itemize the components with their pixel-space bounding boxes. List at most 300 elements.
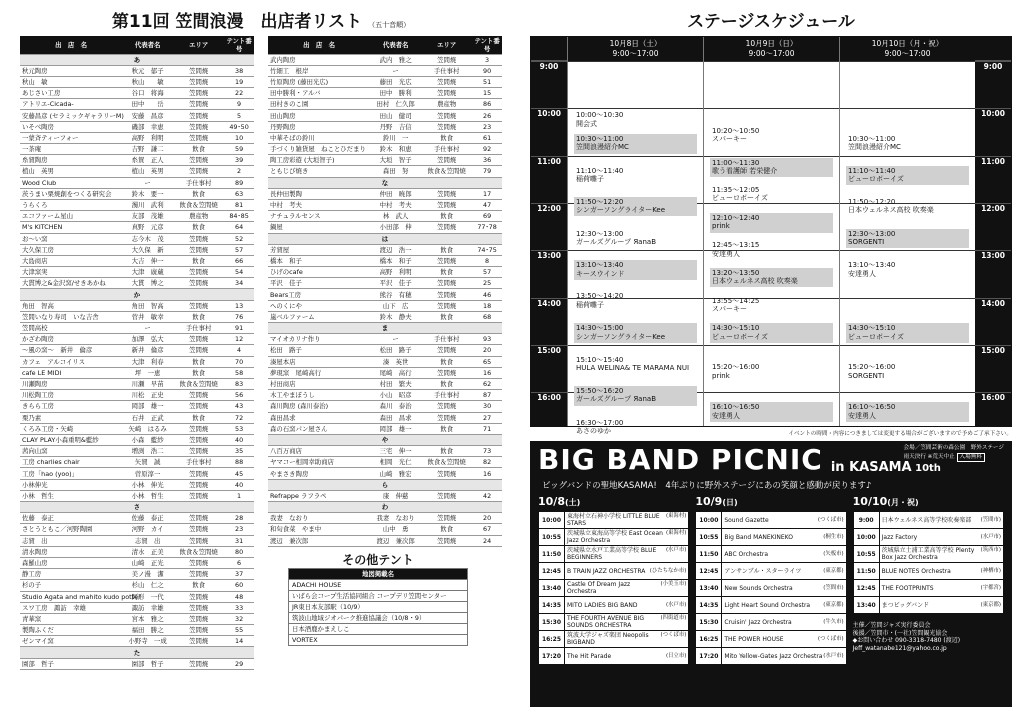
big-band-day	[853, 495, 1004, 665]
performer-row	[853, 580, 1003, 597]
shop-name: Refrappe ラフラペ	[268, 490, 370, 501]
representative: 田山 健司	[370, 110, 421, 121]
header-rep: 代表者名	[370, 36, 421, 54]
schedule-event	[574, 260, 697, 280]
section-row	[268, 479, 502, 490]
schedule-event	[710, 296, 833, 316]
performer-name: Sound Gazette	[724, 516, 769, 524]
area: 飲食	[173, 412, 224, 423]
shop-name: 大島商店	[20, 255, 122, 266]
time-label: 16:00	[981, 393, 1005, 403]
performer-row	[539, 648, 689, 665]
area: 飲食＆笠間焼	[173, 546, 224, 557]
table-row	[20, 222, 254, 233]
section-label: や	[268, 434, 502, 445]
shop-name: cafe LE MIDI	[20, 367, 122, 378]
shop-name: ともじび焼き	[268, 166, 370, 177]
representative: 大津 廣蔵	[122, 267, 173, 278]
tent-number: 70	[224, 356, 254, 367]
shop-name: 志賀 出	[20, 535, 122, 546]
tent-number: 82	[472, 457, 502, 468]
event-name: ビューロボーイズ	[712, 332, 768, 341]
area: 笠間焼	[421, 121, 472, 132]
performer-area: (つくば市)	[817, 516, 844, 523]
event-time: 15:10〜15:40	[576, 355, 624, 364]
tent-number: 30	[472, 401, 502, 412]
performer-table	[695, 511, 846, 665]
area: 飲食＆笠間焼	[173, 378, 224, 389]
table-row	[20, 490, 254, 501]
section-label: わ	[268, 502, 502, 513]
performer-time: 16:25	[539, 631, 565, 648]
table-row	[268, 76, 502, 87]
shop-name: 工房「hao (yoo)」	[20, 468, 122, 479]
representative: ー	[122, 323, 173, 334]
tent-number: 14	[224, 636, 254, 647]
event-time: 12:30〜13:00	[848, 229, 896, 238]
tent-number: 62	[472, 378, 502, 389]
area: 笠間焼	[173, 591, 224, 602]
time-label: 12:00	[981, 203, 1005, 213]
representative: 岡部 雄一	[370, 423, 421, 434]
organizer-line: ◆お問い合わせ 090-3318-7480 (渡辺)	[852, 637, 961, 644]
representative: 福田 勝之	[122, 625, 173, 636]
table-row	[20, 300, 254, 311]
shop-name: 我妻 なおり	[268, 513, 370, 524]
section-label: か	[20, 289, 254, 300]
hour-line	[531, 61, 567, 62]
table-row	[289, 612, 468, 623]
representative: 康 伸慈	[370, 490, 421, 501]
schedule-note: イベントの時間・内容につきましては変更する場合がございますので予めご了承下さい。	[788, 431, 1012, 437]
event-name: 安達勇人	[848, 269, 876, 278]
performer-area: (水戸市)	[823, 652, 844, 659]
schedule-event	[574, 418, 697, 438]
tent-number: 63	[224, 188, 254, 199]
performer-time: 10:00	[853, 529, 879, 546]
performer-time: 12:45	[853, 580, 879, 597]
representative: 森川 泰治	[370, 401, 421, 412]
table-row	[268, 367, 502, 378]
table-row	[268, 390, 502, 401]
table-row	[268, 289, 502, 300]
performer-row	[539, 631, 689, 648]
header-tent: テント番号	[224, 36, 254, 54]
area: 笠間焼	[173, 423, 224, 434]
shop-name: M's KITCHEN	[20, 222, 122, 233]
tent-number: 61	[472, 132, 502, 143]
day-oct-10	[839, 37, 975, 426]
hour-line	[840, 298, 975, 299]
shop-name: 大貫博之&金沢窯/せきあかね	[20, 278, 122, 289]
performer-name: Big Band MANEKINEKO	[724, 533, 794, 541]
performer-cell	[879, 563, 1003, 580]
event-time: 16:10〜16:50	[712, 403, 760, 412]
tent-number: 65	[472, 356, 502, 367]
tent-number: 88	[224, 457, 254, 468]
table-row	[268, 423, 502, 434]
representative: 川瀬 早苗	[122, 378, 173, 389]
table-row	[20, 356, 254, 367]
representative: 石井 正武	[122, 412, 173, 423]
performer-time: 16:25	[696, 631, 722, 648]
table-row	[20, 311, 254, 322]
header-rep: 代表者名	[122, 36, 173, 54]
representative: 平沢 佳子	[370, 278, 421, 289]
schedule-event	[574, 386, 697, 406]
event-time: 11:35〜12:05	[712, 186, 760, 195]
area: 笠間焼	[173, 244, 224, 255]
event-name: 稲荷囃子	[576, 175, 604, 184]
section-label: は	[268, 233, 502, 244]
shop-name: 杉の子	[20, 580, 122, 591]
table-row	[289, 623, 468, 634]
schedule-event	[574, 110, 697, 130]
performer-area: (東京都)	[823, 601, 844, 608]
header-area: エリア	[173, 36, 224, 54]
schedule-event	[710, 268, 833, 288]
area: 笠間焼	[173, 446, 224, 457]
event-time: 14:30〜15:00	[576, 324, 624, 333]
area: 笠間焼	[421, 76, 472, 87]
area: 笠間焼	[421, 199, 472, 210]
shop-name: お〜い窯	[20, 233, 122, 244]
area: 笠間焼	[173, 524, 224, 535]
representative: 矢崎 はるみ	[122, 423, 173, 434]
performer-cell	[879, 546, 1003, 563]
area: 笠間焼	[173, 300, 224, 311]
performer-area: (ひたちなか市)	[649, 567, 687, 574]
event-time: 13:50〜14:20	[576, 292, 624, 301]
table-row	[268, 211, 502, 222]
hour-line	[531, 345, 567, 346]
area: 笠間焼	[173, 233, 224, 244]
day-of-week: (月・祝)	[887, 498, 919, 507]
table-row	[20, 177, 254, 188]
event-name: シンガーソングライターKee	[576, 332, 666, 341]
time-label: 14:00	[981, 298, 1005, 308]
event-time: 12:30〜13:00	[576, 229, 624, 238]
representative: 岡部 雄一	[122, 401, 173, 412]
table-row	[268, 278, 502, 289]
performer-cell	[565, 580, 689, 597]
representative: 志賀 出	[122, 535, 173, 546]
representative: 美ノ漫 潔	[122, 569, 173, 580]
performer-cell	[565, 529, 689, 546]
representative: 山中 勇	[370, 524, 421, 535]
event-name: シンガーソングライターKee	[576, 206, 666, 215]
table-row	[20, 423, 254, 434]
tent-number: 45	[224, 468, 254, 479]
area: 笠間焼	[421, 54, 472, 65]
tent-number: 38	[224, 65, 254, 76]
table-row	[20, 557, 254, 568]
time-label: 11:00	[981, 156, 1005, 166]
tent-number: 53	[224, 423, 254, 434]
time-label: 14:00	[537, 298, 561, 308]
performer-area: (筑西市)	[980, 547, 1001, 553]
shop-name: 芳賀屋	[268, 244, 370, 255]
event-time: 10:20〜10:50	[712, 126, 760, 135]
event-name: ビューロボーイズ	[848, 332, 904, 341]
tent-number: 77･78	[472, 222, 502, 233]
representative: 植山 英男	[122, 166, 173, 177]
big-band-day	[695, 495, 846, 665]
shop-name: 平沢 佳子	[268, 278, 370, 289]
performer-name: The Hit Parade	[567, 652, 612, 660]
representative: 諏訪 幸雄	[122, 602, 173, 613]
event-name: 安達勇人	[712, 249, 740, 258]
performer-cell	[722, 631, 846, 648]
event-name: ガールズグループ ЯanaB	[576, 237, 656, 246]
section-row	[20, 54, 254, 65]
performer-time: 17:20	[539, 648, 565, 665]
table-row	[289, 579, 468, 590]
day-oct-8	[567, 37, 703, 436]
area: 笠間焼	[421, 278, 472, 289]
tent-number: 16	[472, 367, 502, 378]
performer-row	[696, 648, 846, 665]
section-label: な	[268, 177, 502, 188]
performer-time: 10:55	[696, 529, 722, 546]
table-row	[289, 590, 468, 601]
representative: 山崎 雅宏	[370, 468, 421, 479]
table-row	[268, 121, 502, 132]
performer-area: (つくば市)	[660, 632, 687, 638]
area: 飲食	[173, 580, 224, 591]
schedule-title: ステージスケジュール	[687, 12, 855, 32]
hour-line	[840, 61, 975, 62]
area: 笠間焼	[173, 166, 224, 177]
performer-time: 12:45	[696, 563, 722, 580]
performer-area: (東京都)	[980, 601, 1001, 608]
performer-area: (水戸市)	[665, 547, 687, 553]
representative: 大津 利春	[122, 356, 173, 367]
shop-name: エコファーム星山	[20, 211, 122, 222]
event-time: 11:50〜12:20	[576, 197, 624, 206]
hour-line	[531, 156, 567, 157]
tent-number: 84･85	[224, 211, 254, 222]
big-band-venue: 会場／笠間芸術の森公園 野外ステージ 雨天決行 ※荒天中止 入場無料	[904, 445, 1004, 462]
shop-name: 手づくり雑貨屋 ねことひだまり	[268, 144, 370, 155]
representative: 阿形 一代	[122, 591, 173, 602]
hour-line	[704, 392, 839, 393]
event-time: 15:20〜16:00	[848, 363, 896, 372]
representative: 湊 英世	[370, 356, 421, 367]
section-label: さ	[20, 502, 254, 513]
shop-name: 中村 考夫	[268, 199, 370, 210]
representative: 小林 哲生	[122, 490, 173, 501]
table-row	[268, 54, 502, 65]
table-row	[268, 132, 502, 143]
event-name: 笠間浪漫紹介MC	[576, 143, 629, 152]
performer-time: 13:40	[539, 580, 565, 597]
table-row	[268, 267, 502, 278]
schedule-event	[710, 126, 833, 146]
area: 飲食	[421, 132, 472, 143]
performer-row	[696, 546, 846, 563]
performer-area: (水戸市)	[665, 601, 687, 608]
representative: 渡辺 兼次郎	[370, 535, 421, 546]
day-date: 10月10日（月・祝）	[871, 39, 944, 48]
performer-name: 茨城県立水戸工業高等学校 BLUE BEGINNERS	[567, 547, 657, 561]
representative: 橋本 和子	[370, 255, 421, 266]
performer-area: (東海村)	[665, 530, 687, 536]
tent-number: 32	[224, 613, 254, 624]
hour-line	[568, 345, 703, 346]
representative: 志今木 茂	[122, 233, 173, 244]
table-row	[268, 155, 502, 166]
header-area: エリア	[421, 36, 472, 54]
performer-name: Cruisin' Jazz Orchestra	[724, 618, 792, 626]
performer-row	[696, 614, 846, 631]
shop-name: 小林伸光	[20, 479, 122, 490]
shop-name: 鍋屋	[268, 222, 370, 233]
header-shop: 出 店 名	[20, 36, 122, 54]
event-time: 11:00〜11:30	[712, 158, 760, 167]
table-row	[289, 601, 468, 612]
tent-number: 24	[472, 535, 502, 546]
shop-name: 小林 哲生	[20, 490, 122, 501]
tent-number: 66	[224, 255, 254, 266]
big-band-day-label	[695, 495, 846, 511]
performer-row	[539, 512, 689, 529]
schedule-event	[846, 229, 969, 249]
exhibitor-title: 第11回 笠間浪漫 出店者リスト （五十音順）	[111, 12, 411, 32]
performer-name: ABC Orchestra	[724, 550, 769, 558]
hour-line	[840, 156, 975, 157]
table-row	[20, 524, 254, 535]
tent-number: 1	[224, 490, 254, 501]
representative: 田村 仁久郎	[370, 99, 421, 110]
tent-number: 40	[224, 479, 254, 490]
exhibitor-table	[268, 36, 502, 547]
big-band-tagline: ビッグバンドの聖地KASAMA! 4年ぶりに野外ステージにあの笑顔と感動が戻ります♪	[542, 481, 872, 491]
event-name: ガールズグループ ЯanaB	[576, 395, 656, 404]
schedule-event	[574, 134, 697, 154]
tent-number: 51	[472, 76, 502, 87]
shop-name: ひげのcafe	[268, 267, 370, 278]
exhibitor-table	[20, 36, 254, 670]
area: 笠間焼	[421, 490, 472, 501]
performer-row	[853, 597, 1003, 614]
day-of-week: (土)	[564, 498, 581, 507]
area: 笠間焼	[173, 613, 224, 624]
representative: 小林 伸光	[122, 479, 173, 490]
tent-number: 13	[224, 300, 254, 311]
representative: 林 武人	[370, 211, 421, 222]
other-tent-name: 筑波山地域ジオパーク推進協議会（10/8・9）	[289, 612, 468, 623]
big-band-day	[538, 495, 689, 665]
area: 笠間焼	[421, 289, 472, 300]
performer-name: THE FOURTH AVENUE BIG SOUNDS ORCHESTRA	[567, 615, 644, 629]
performer-cell	[879, 512, 1003, 529]
representative: 小山 昭彦	[370, 390, 421, 401]
time-label: 13:00	[981, 251, 1005, 261]
other-tents-table	[288, 568, 468, 646]
representative: 安藤 昌彦	[122, 110, 173, 121]
shop-name: 武内陶房	[268, 54, 370, 65]
representative: 磯部 幸恵	[122, 121, 173, 132]
area: 笠間焼	[173, 513, 224, 524]
tent-number: 64	[224, 222, 254, 233]
area: 笠間焼	[173, 625, 224, 636]
representative: 小田部 伸	[370, 222, 421, 233]
shop-name: ナチュラルセンス	[268, 211, 370, 222]
performer-name: BLUE NOTES Orchestra	[881, 567, 951, 575]
tent-number: 59	[224, 144, 254, 155]
representative: 田中 岳	[122, 99, 173, 110]
event-name: 日本ウェルネス高校 吹奏楽	[848, 206, 934, 215]
event-name: スパーキー	[712, 135, 747, 144]
section-row	[20, 289, 254, 300]
performer-time: 10:55	[853, 546, 879, 563]
performer-area: (東海村)	[665, 513, 687, 519]
performer-time: 11:50	[696, 546, 722, 563]
table-row	[20, 546, 254, 557]
area: 手仕事村	[421, 334, 472, 345]
tent-number: 71	[472, 423, 502, 434]
day-date: 10/9	[695, 495, 723, 508]
tent-number: 29	[224, 658, 254, 669]
shop-name: 安藤昌彦 (セラミックギャラリーM)	[22, 111, 124, 120]
tent-number: 73	[472, 446, 502, 457]
table-row	[20, 513, 254, 524]
tent-number: 56	[224, 390, 254, 401]
tent-number: 58	[224, 367, 254, 378]
tent-number: 79	[472, 166, 502, 177]
representative: 大久保 新	[122, 244, 173, 255]
table-row	[268, 255, 502, 266]
performer-area: (つくば市)	[817, 635, 844, 642]
area: 笠間焼	[421, 468, 472, 479]
event-time: 12:10〜12:40	[712, 213, 760, 222]
representative: 森田 昌求	[370, 412, 421, 423]
shop-name: あじさい工房	[20, 88, 122, 99]
representative: 矢賀 誠	[122, 457, 173, 468]
shop-name: 秋元陶房	[20, 65, 122, 76]
schedule-event	[574, 166, 697, 186]
tent-number: 12	[224, 334, 254, 345]
table-row	[268, 144, 502, 155]
tent-number: 25	[472, 278, 502, 289]
table-row	[20, 267, 254, 278]
schedule-event	[710, 158, 833, 178]
shop-name: うらくろ	[20, 199, 122, 210]
schedule-event	[710, 362, 833, 382]
free-entry-badge: 入場無料	[957, 453, 985, 463]
representative: 相岡 光仁	[370, 457, 421, 468]
shop-name: 村田商店	[268, 378, 370, 389]
tent-number: 80	[224, 546, 254, 557]
table-row	[268, 513, 502, 524]
schedule-event	[846, 362, 969, 382]
area: 笠間焼	[173, 479, 224, 490]
event-time: 13:20〜13:50	[712, 268, 760, 277]
hour-line	[568, 108, 703, 109]
table-row	[20, 278, 254, 289]
performer-row	[696, 631, 846, 648]
table-row	[268, 65, 502, 76]
area: 笠間焼	[173, 267, 224, 278]
event-time: 10:00〜10:30	[576, 111, 624, 120]
area: 飲食	[421, 267, 472, 278]
area: 笠間焼	[421, 188, 472, 199]
performer-area: (四街道市)	[660, 615, 687, 621]
area: 飲食	[173, 188, 224, 199]
shop-name: 栗乃素	[20, 412, 122, 423]
table-row	[268, 378, 502, 389]
